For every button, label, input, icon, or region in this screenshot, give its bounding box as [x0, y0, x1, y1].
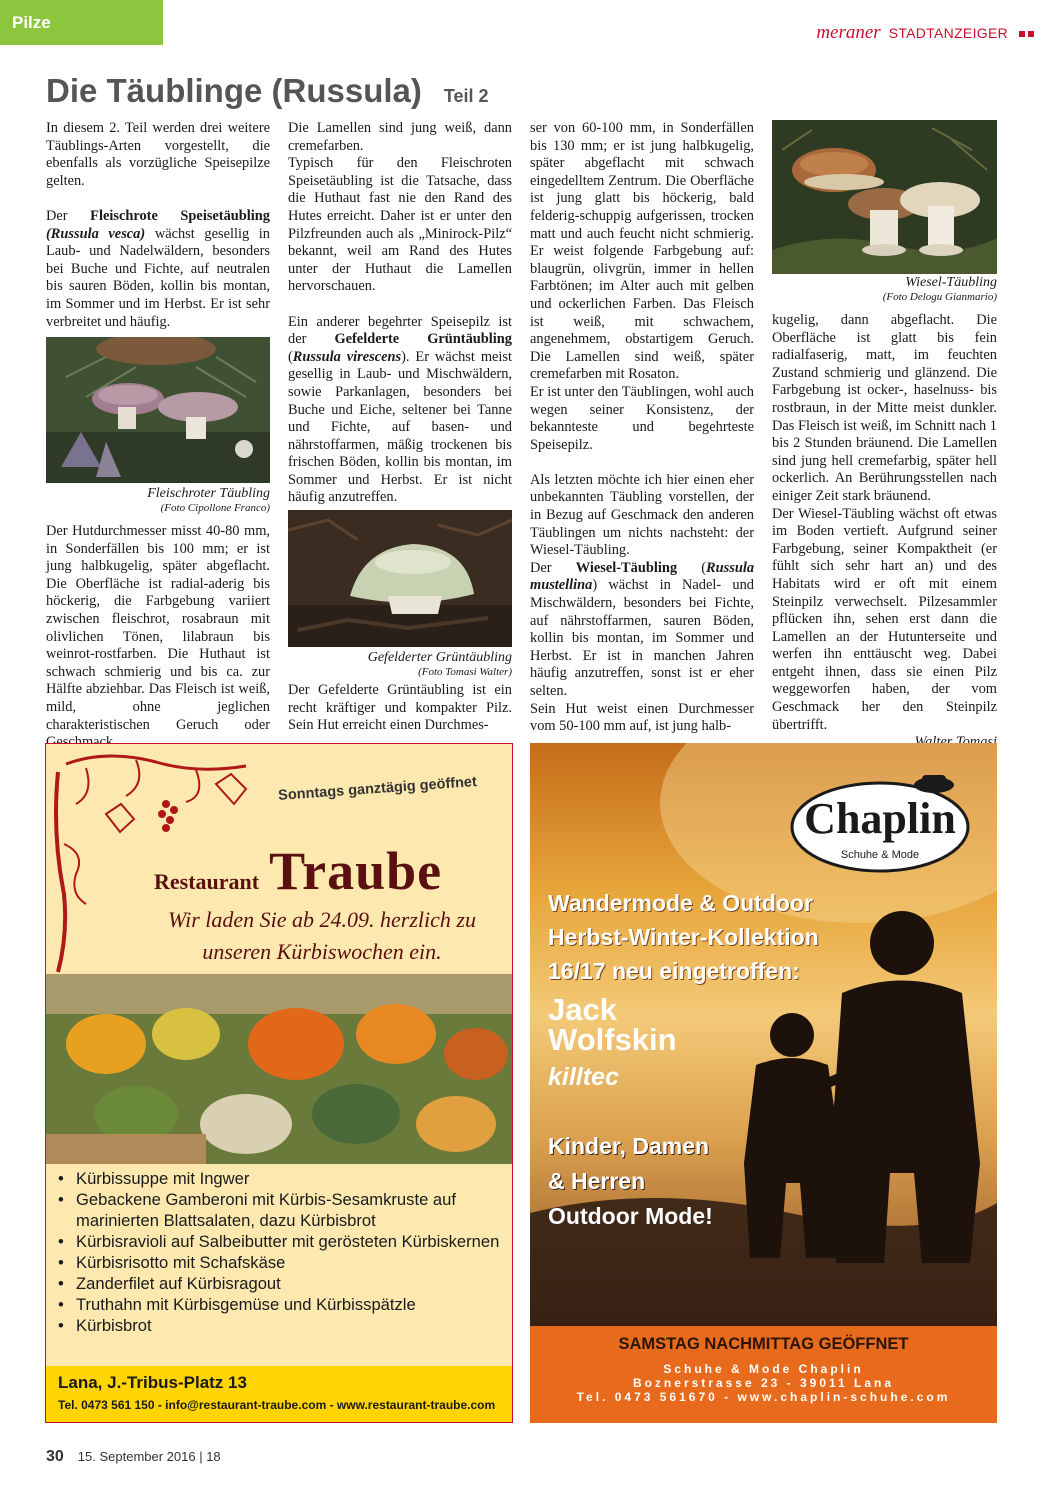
page-footer — [46, 1448, 221, 1466]
species-latin: Russula virescens — [292, 348, 402, 365]
masthead — [816, 22, 1034, 44]
masthead-sub: STADTANZEIGER — [888, 25, 1008, 41]
section-label: Pilze — [0, 0, 163, 45]
species-name: Gefelderte Grüntäubling — [334, 331, 512, 348]
paragraph: Er ist unter den Täublingen, wohl auch wegen seiner Konsistenz, der bekannteste und begehrteste Speisepilz. — [530, 383, 754, 453]
menu-item: • Kürbisravioli auf Salbeibutter mit gerösteten Kürbiskernen — [58, 1232, 500, 1251]
restaurant-address: Lana, J.-Tribus-Platz 13 — [58, 1373, 247, 1392]
paragraph: In diesem 2. Teil werden drei weitere Täublings-Arten vorgestellt, die ebenfalls als vorzügliche Speisepilze gelten. — [46, 120, 270, 189]
menu-item: • Zanderfilet auf Kürbisragout — [58, 1274, 281, 1293]
menu-item: • Truthahn mit Kürbisgemüse und Kürbisspätzle — [58, 1295, 416, 1314]
paragraph: Der Wiesel-Täubling wächst oft etwas im Boden vertieft. Aufgrund seiner Farbgebung, seiner Kompaktheit (er fühlt sich sehr hart an) und des Habitats wird er oft mit einem Steinpilz verwechselt. Pilzesammler pflücken ihn, sehen erst dann die Lamellen an der Hutunterseite und werfen ihn enttäuscht weg. Dabei entgeht ihnen, dass sie einen Pilz weggeworfen haben, der vom Geschmack her den Steinpilz übertrifft. — [772, 505, 997, 733]
caption-credit: (Foto Tomasi Walter) — [418, 666, 512, 678]
article-heading — [46, 72, 489, 110]
paragraph: Der Wiesel-Täubling (Russula mustellina) wächst in Nadel- und Mischwäldern, besonders bei Fichte, auf nährstoffarmen, sauren Böden, kollin bis montan, im Sommer und Herbst. Er ist in manchen Jahren häufig anzutreffen, sonst ist er eher selten. — [530, 559, 755, 699]
species-latin: (Russula vesca) — [46, 225, 146, 242]
photo-pumpkins — [46, 974, 512, 1164]
caption-credit: (Foto Delogu Gianmario) — [882, 291, 997, 303]
brand-jack-wolfskin: Jack Wolfskin — [548, 992, 677, 1057]
chaplin-logo — [786, 775, 974, 875]
menu-item: • Kürbisbrot — [58, 1316, 152, 1335]
article-column-1b — [46, 523, 270, 752]
masthead-brand: meraner — [816, 22, 881, 43]
photo-fleischroter-taeubling — [46, 337, 270, 483]
paragraph: Typisch für den Fleischroten Speisetäubling ist die Tatsache, dass die Huthaut fast nie den Rand des Hutes erreicht. Daher ist er unter den Pilzfreunden auch als „Minirock-Pilz“ bekannt, weil am Rand des Hutes unter der Huthaut die Lamellen hervorschauen. — [288, 155, 512, 295]
article-column-3 — [530, 120, 754, 736]
photo-caption — [46, 486, 270, 515]
photo-caption — [772, 275, 997, 304]
menu-item: • Kürbisrisotto mit Schafskäse — [58, 1253, 286, 1272]
chaplin-opening: SAMSTAG NACHMITTAG GEÖFFNET — [618, 1335, 909, 1353]
chaplin-address[interactable]: Schuhe & Mode Chaplin Boznerstrasse 23 - 39011 Lana Tel. 0473 561670 - www.chaplin-schuhe.com — [576, 1362, 951, 1404]
paragraph: Sein Hut weist einen Durchmesser vom 50-100 mm auf, ist jung halb- — [530, 700, 754, 735]
species-name: Wiesel-Täubling — [575, 559, 678, 576]
paragraph: Der Hutdurchmesser misst 40-80 mm, in Sonderfällen bis 100 mm; er ist jung halbkugelig, später abgeflacht. Die Oberfläche ist radial-aderig bis höckerig, die Farbgebung variiert zwischen fleischrot, rosabraun mit olivlichen Tönen, lilabraun bis weinrot-rostfarben. Die Huthaut ist schwach schmierig und bis ca. zur Hälfte abziehbar. Das Fleisch ist weiß, mild, ohne jeglichen charakteristischen Geruch oder — [46, 523, 270, 733]
photo-wiesel-taeubling — [772, 120, 997, 274]
brand-killtec: killtec — [548, 1063, 619, 1091]
paragraph: Ein anderer begehrter Speisepilz ist der Gefelderte Grüntäubling (Russula virescens). Er wächst meist gesellig in Laub- und Mischwäldern, sowie Parkanlagen, besonders bei Buche und Eiche, seltener bei Tanne und Fichte, auf basen- und nährstoffarmen, mäßig trockenen bis frischen Böden, kollin bis montan, im Sommer und Herbst. Er ist nicht häufig anzutreffen. — [288, 313, 513, 506]
paragraph: ser von 60-100 mm, in Sonderfällen bis 130 mm; er ist jung halbkugelig, später abgeflacht mit schwach eingedelltem Zentrum. Die Oberfläche ist jung glatt bis höckerig, bald felderig-schuppig aufgerissen, trocken matt und auch feucht nicht schmierig. Er weist folgende Farbgebung auf: blaugrün, olivgrün, immer in hellen Farbtönen; im Alter auch mit gelben und ockerlichen Farben. Das Fleisch ist weiß, mit schwachem, angenehmem, obstartigem Geruch. Die Lamellen sind weiß, später cremefarben mit Rosaton. — [530, 120, 754, 383]
article-column-2 — [288, 120, 512, 507]
chaplin-subheadline: Kinder, Damen & Herren Outdoor Mode! — [548, 1133, 713, 1229]
paragraph: kugelig, dann abgeflacht. Die Oberfläche ist glatt bis fein radialfaserig, matt, im feuchten Zustand schmierig und glänzend. Die Farbgebung ist ocker-, haselnuss- bis rostbraun, in der Mitte meist dunkler. Das Fleisch ist weiß, im Schnitt nach 1 bis 2 Stunden bräunend. Die Lamellen sind jung hell cremefarbig, später hell ockerlich. An Berührungsstellen nach einiger Zeit stark bräunend. — [772, 312, 997, 504]
menu-item: • Gebackene Gamberoni mit Kürbis-Sesamkruste auf marinierten Blattsalaten, dazu Kürbisbrot — [58, 1190, 456, 1230]
restaurant-contact[interactable]: Tel. 0473 561 150 - info@restaurant-traube.com - www.restaurant-traube.com — [58, 1398, 496, 1412]
masthead-squares-icon — [1016, 24, 1034, 42]
caption-credit: (Foto Cipollone Franco) — [160, 502, 270, 514]
menu-list — [46, 1168, 512, 1336]
article-column-4 — [772, 312, 997, 752]
article-title: Die Täublinge (Russula) — [46, 72, 422, 109]
restaurant-name — [154, 840, 442, 902]
opening-note: Sonntags ganztägig geöffnet — [277, 774, 478, 804]
caption-title: Fleischroter Täubling — [147, 486, 270, 501]
invitation-text: Wir laden Sie ab 24.09. herzlich zu unseren Kürbiswochen ein. — [168, 907, 476, 964]
photo-gefelderter-gruentaeubling — [288, 510, 512, 647]
chaplin-logo-sub: Schuhe & Mode — [840, 849, 920, 861]
chaplin-contact-bar — [530, 1326, 997, 1423]
chaplin-headline: Wandermode & Outdoor Herbst-Winter-Kollektion 16/17 neu eingetroffen: — [548, 890, 819, 984]
restaurant-prefix: Restaurant — [154, 869, 260, 894]
species-latin: Russula mustellina — [530, 559, 755, 594]
ad-chaplin[interactable] — [530, 743, 997, 1423]
menu-item: • Kürbissuppe mit Ingwer — [58, 1169, 250, 1188]
chaplin-logo-text: Chaplin — [804, 794, 956, 843]
article-subtitle: Teil 2 — [443, 86, 489, 106]
paragraph: Der Fleischrote Speisetäubling (Russula vesca) wächst gesellig in Laub- und Nadelwäldern, besonders bei Buche und Fichte, auf neutralen bis sauren Böden, kollin bis montan, im Sommer und im Herbst. Er ist sehr verbreitet und häufig. — [46, 207, 271, 330]
caption-title: Gefelderter Grüntäubling — [367, 650, 512, 665]
species-name: Fleischrote Speisetäubling — [90, 207, 270, 224]
paragraph: Der Gefelderte Grüntäubling ist ein recht kräftiger und kompakter Pilz. Sein Hut erreicht einen Durchmes- — [288, 682, 512, 734]
contact-bar — [46, 1366, 512, 1422]
issue-date: 15. September 2016 | 18 — [77, 1449, 221, 1464]
paragraph: Als letzten möchte ich hier einen eher unbekannten Täubling vorstellen, der in Bezug auf Geschmack den anderen Täublingen um nichts nachsteht: der Wiesel-Täubling. — [530, 471, 754, 559]
page-number: 30 — [46, 1448, 64, 1465]
restaurant-title: Traube — [269, 841, 443, 901]
photo-caption — [288, 650, 512, 679]
article-column-1 — [46, 120, 270, 331]
caption-title: Wiesel-Täubling — [905, 275, 997, 290]
paragraph: Die Lamellen sind jung weiß, dann cremefarben. — [288, 120, 512, 154]
article-column-2b — [288, 682, 512, 735]
ad-restaurant-traube[interactable] — [45, 743, 513, 1423]
